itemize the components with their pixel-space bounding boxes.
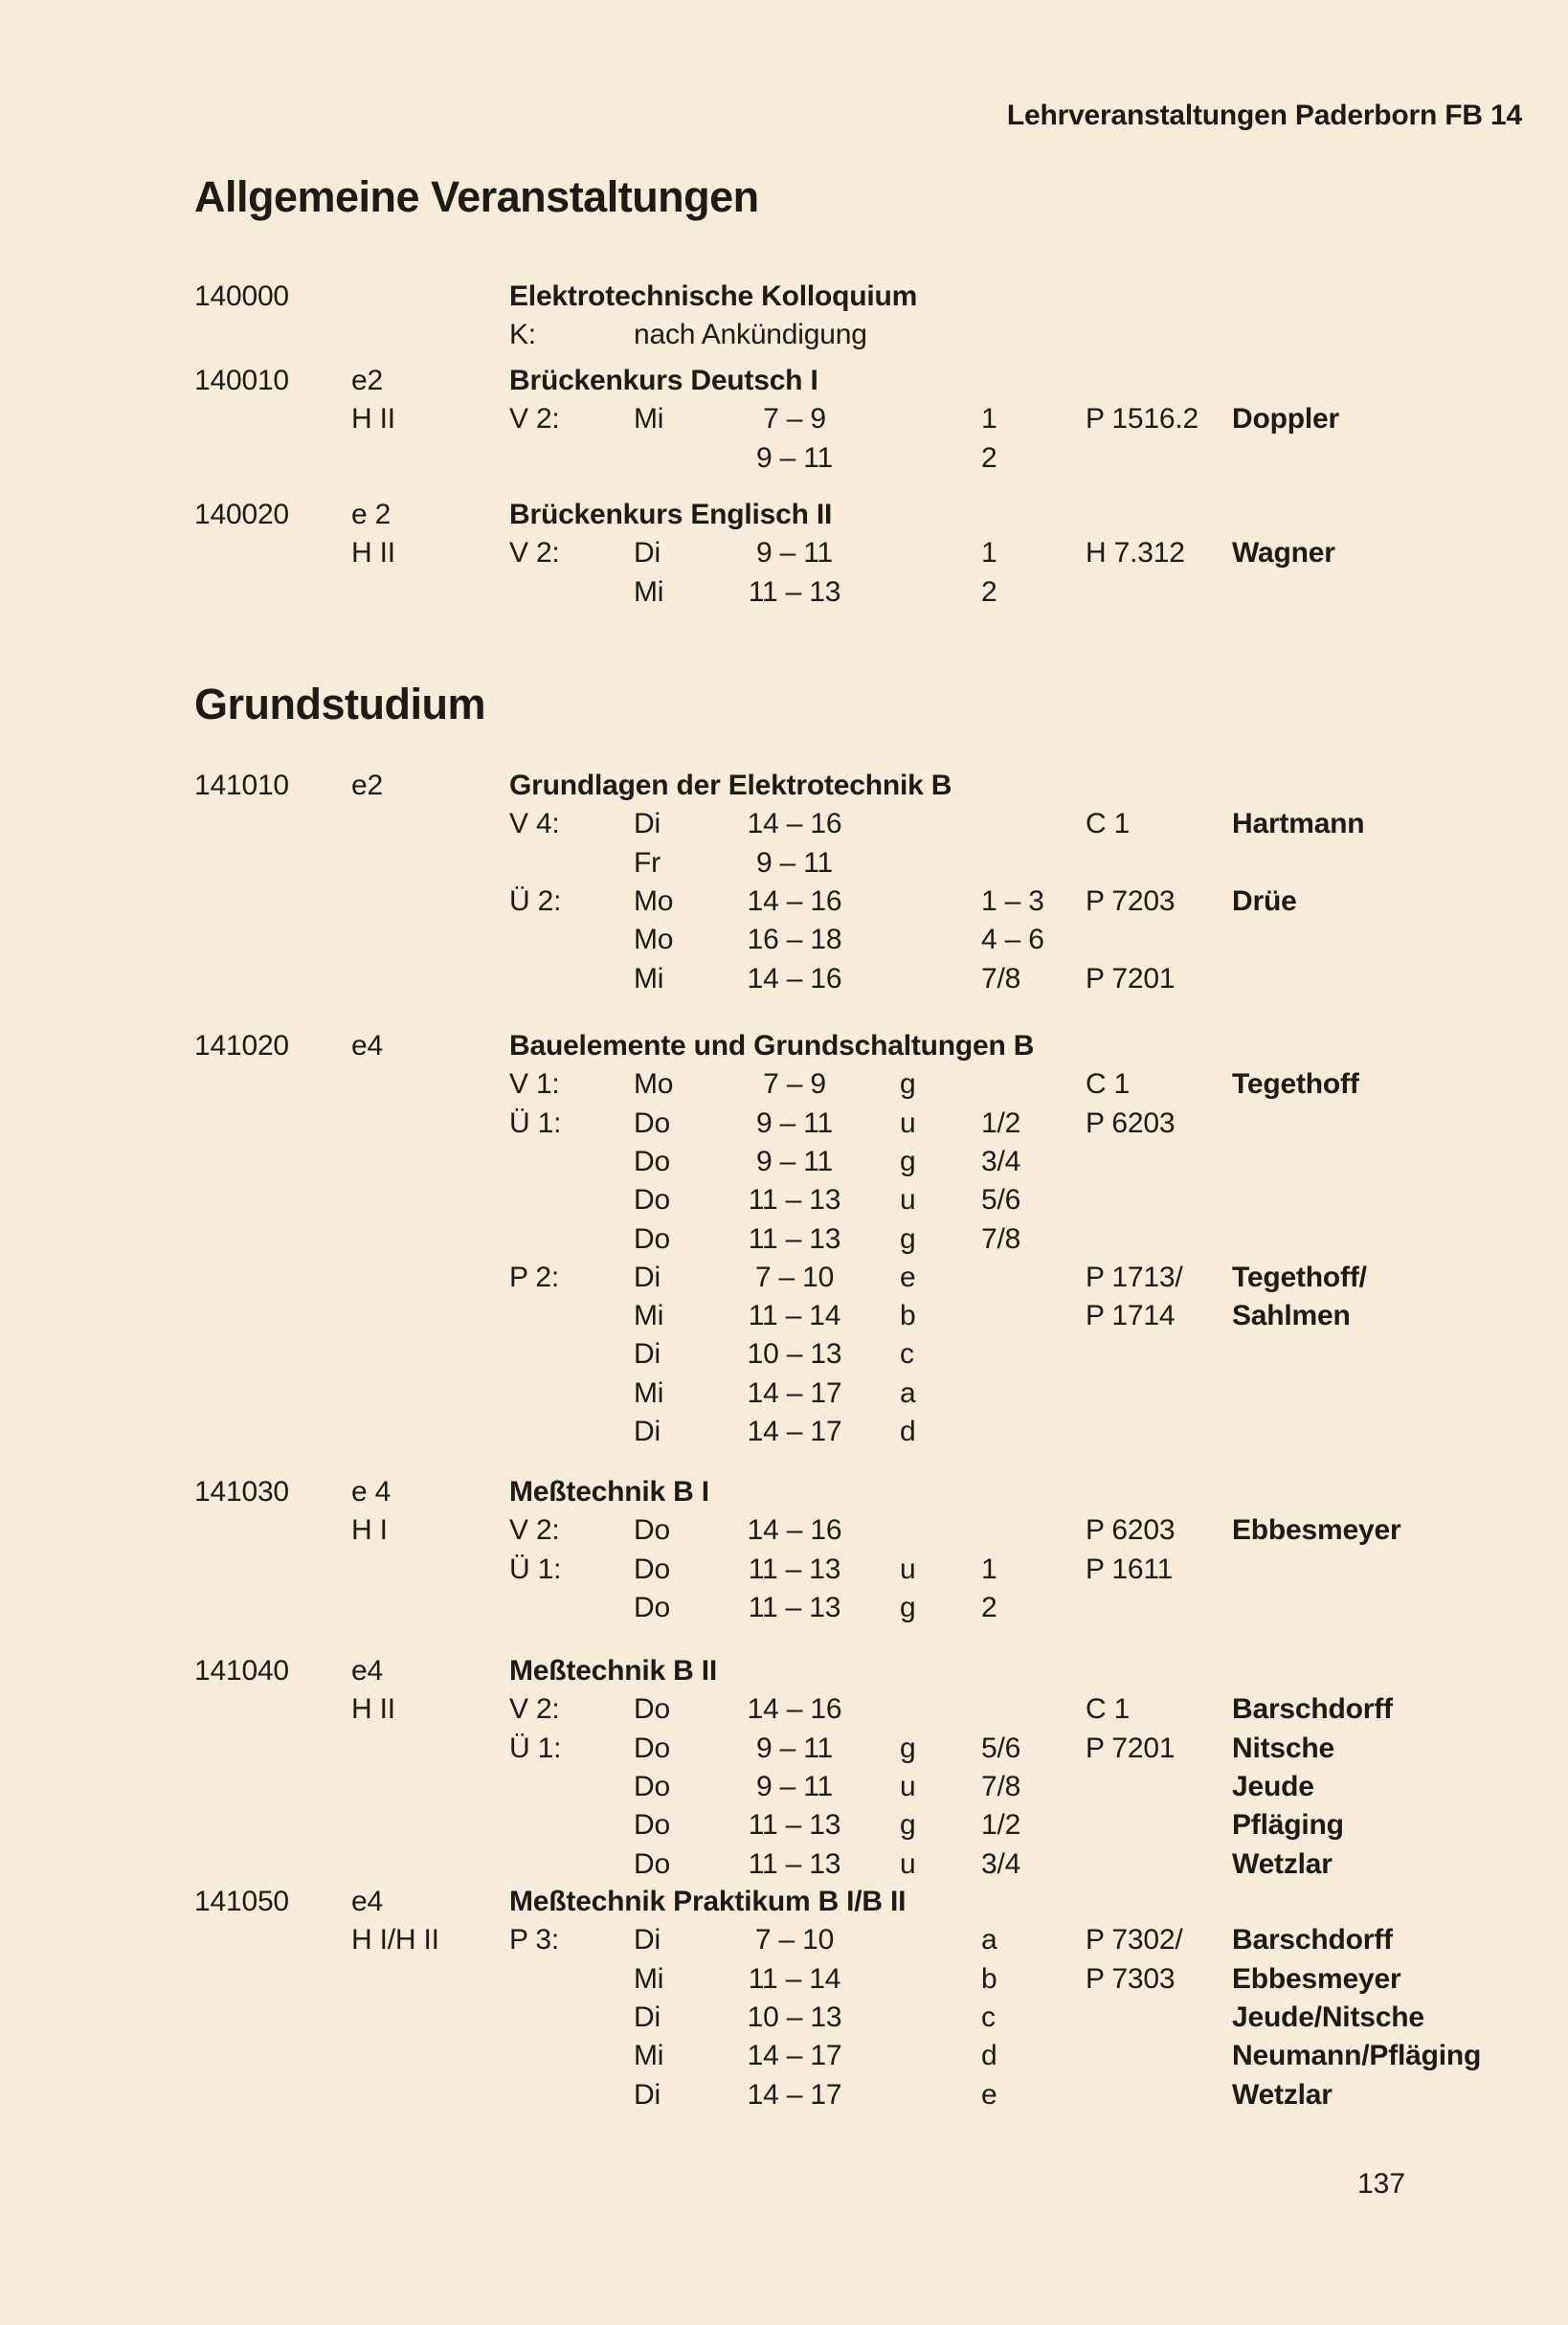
session-day: Do <box>634 1591 670 1623</box>
session-day: Mo <box>634 924 674 956</box>
session-type: P 3: <box>509 1924 560 1956</box>
session-type: V 4: <box>509 808 560 840</box>
session-week: b <box>900 1300 916 1332</box>
session-lecturer: Jeude <box>1232 1770 1314 1802</box>
session-type: V 2: <box>509 1514 560 1547</box>
session-day: Mo <box>634 884 674 917</box>
session-time: 14 – 17 <box>747 2078 842 2111</box>
session-day: Fr <box>634 846 661 879</box>
course-title: Bauelemente und Grundschaltungen B <box>509 1030 1035 1062</box>
session-day: Do <box>634 1107 670 1139</box>
session-time: 11 – 14 <box>748 1300 841 1332</box>
course-credits: e 4 <box>351 1476 392 1508</box>
session-day: Mi <box>634 1962 664 1995</box>
course-number: 141010 <box>194 770 289 801</box>
session-lecturer: Tegethoff/ <box>1232 1261 1367 1293</box>
session-time: 16 – 18 <box>747 924 842 956</box>
session-lecturer: Wetzlar <box>1232 1847 1333 1880</box>
course-title: Brückenkurs Englisch II <box>509 499 833 530</box>
course-credits: e2 <box>351 770 383 801</box>
session-time: 11 – 13 <box>748 1591 841 1623</box>
session-week: d <box>900 1416 916 1447</box>
session-time: 11 – 13 <box>748 1184 841 1217</box>
session-time: 14 – 17 <box>747 1416 842 1447</box>
session-group: 1 <box>981 1553 997 1585</box>
session-time: 9 – 11 <box>756 537 833 570</box>
session-room: P 7201 <box>1086 962 1176 995</box>
session-week: u <box>900 1770 916 1802</box>
session-time: 9 – 11 <box>756 441 833 474</box>
course-credits: e4 <box>351 1030 383 1062</box>
session-room: P 6203 <box>1086 1514 1176 1547</box>
session-week: u <box>900 1107 916 1139</box>
session-room: P 1516.2 <box>1086 403 1198 436</box>
course-title: Meßtechnik B I <box>509 1476 709 1508</box>
session-lecturer: Ebbesmeyer <box>1232 1514 1401 1547</box>
session-time: 11 – 13 <box>748 575 841 608</box>
session-time: 7 – 10 <box>754 1261 835 1293</box>
session-time: 7 – 9 <box>763 403 826 436</box>
session-group: 2 <box>981 441 997 474</box>
session-type: K: <box>509 319 536 351</box>
session-lecturer: Hartmann <box>1232 808 1365 840</box>
session-day: Di <box>634 1416 661 1447</box>
course-credits: e4 <box>351 1655 383 1687</box>
session-day: Di <box>634 1924 661 1956</box>
session-time: 11 – 13 <box>748 1553 841 1585</box>
session-day: Do <box>634 1553 670 1585</box>
session-time: 14 – 17 <box>747 2040 842 2072</box>
session-group: b <box>981 1962 997 1995</box>
session-room: C 1 <box>1086 1693 1131 1726</box>
session-lecturer: Pfläging <box>1232 1809 1344 1842</box>
course-level: H II <box>351 1693 395 1726</box>
section-title-allgemeine: Allgemeine Veranstaltungen <box>194 172 759 221</box>
session-day: Mi <box>634 1300 664 1332</box>
session-lecturer: Ebbesmeyer <box>1232 1962 1401 1995</box>
session-day: Do <box>634 1847 670 1880</box>
session-group: 3/4 <box>981 1847 1021 1880</box>
course-title: Meßtechnik B II <box>509 1655 718 1687</box>
session-time: 9 – 11 <box>756 1770 833 1802</box>
session-week: u <box>900 1184 916 1217</box>
session-group: 4 – 6 <box>981 924 1044 956</box>
session-time: 7 – 10 <box>754 1924 835 1956</box>
session-group: 2 <box>981 1591 997 1623</box>
session-time: 10 – 13 <box>747 1338 842 1371</box>
session-group: d <box>981 2040 997 2072</box>
course-title: Meßtechnik Praktikum B I/B II <box>509 1886 907 1917</box>
course-credits: e 2 <box>351 499 392 530</box>
session-time: 7 – 9 <box>763 1068 826 1101</box>
session-day: Di <box>634 1338 661 1371</box>
session-day: Do <box>634 1145 670 1177</box>
session-room: C 1 <box>1086 808 1131 840</box>
session-day: Do <box>634 1514 670 1547</box>
session-group: 3/4 <box>981 1145 1021 1177</box>
session-group: a <box>981 1924 997 1956</box>
session-day: Mi <box>634 1376 664 1409</box>
course-level: H I/H II <box>351 1924 439 1956</box>
session-time: 9 – 11 <box>756 1145 833 1177</box>
session-week: c <box>900 1338 914 1371</box>
session-time: 9 – 11 <box>756 1732 833 1764</box>
session-week: g <box>900 1732 916 1764</box>
course-credits: e2 <box>351 365 383 396</box>
session-room: P 1611 <box>1086 1553 1174 1585</box>
session-group: 1 <box>981 537 997 570</box>
session-week: e <box>900 1261 916 1293</box>
session-type: V 2: <box>509 403 560 436</box>
session-group: 5/6 <box>981 1184 1021 1217</box>
session-group: 5/6 <box>981 1732 1021 1764</box>
session-type: V 2: <box>509 537 560 570</box>
session-group: 2 <box>981 575 997 608</box>
session-lecturer: Doppler <box>1232 403 1339 436</box>
session-week: a <box>900 1376 916 1409</box>
session-time: 14 – 16 <box>747 1514 842 1547</box>
session-group: c <box>981 2001 996 2033</box>
session-time: 14 – 16 <box>747 884 842 917</box>
session-room: P 7203 <box>1086 884 1176 917</box>
session-day: Mi <box>634 403 664 436</box>
session-lecturer: Wetzlar <box>1232 2078 1333 2111</box>
session-group: 7/8 <box>981 1770 1021 1802</box>
session-time: 14 – 16 <box>747 1693 842 1726</box>
course-level: H I <box>351 1514 388 1547</box>
course-title: Brückenkurs Deutsch I <box>509 365 818 396</box>
session-time: 10 – 13 <box>747 2001 842 2033</box>
session-type: V 1: <box>509 1068 560 1101</box>
session-room: P 7302/ <box>1086 1924 1183 1956</box>
session-time: 9 – 11 <box>756 846 833 879</box>
running-head: Lehrveranstaltungen Paderborn FB 14 <box>1006 100 1522 131</box>
course-number: 141030 <box>194 1476 289 1508</box>
session-day: Do <box>634 1770 670 1802</box>
session-room: C 1 <box>1086 1068 1131 1101</box>
course-number: 141020 <box>194 1030 289 1062</box>
session-time: 14 – 16 <box>747 808 842 840</box>
session-day: Do <box>634 1732 670 1764</box>
session-lecturer: Jeude/Nitsche <box>1232 2001 1424 2033</box>
session-time: 14 – 16 <box>747 962 842 995</box>
session-time: 11 – 13 <box>748 1847 841 1880</box>
session-room: P 7303 <box>1086 1962 1176 1995</box>
session-time: 9 – 11 <box>756 1107 833 1139</box>
session-lecturer: Sahlmen <box>1232 1300 1351 1332</box>
session-week: g <box>900 1591 916 1623</box>
session-week: u <box>900 1553 916 1585</box>
session-lecturer: Neumann/Pfläging <box>1232 2040 1482 2072</box>
session-day: Do <box>634 1693 670 1726</box>
session-day: Di <box>634 808 661 840</box>
session-day: Mi <box>634 575 664 608</box>
session-day: Do <box>634 1184 670 1217</box>
session-day: Di <box>634 2078 661 2111</box>
session-week: g <box>900 1222 916 1255</box>
session-type: V 2: <box>509 1693 560 1726</box>
session-type: Ü 1: <box>509 1732 562 1764</box>
course-number: 141050 <box>194 1886 289 1917</box>
course-number: 140020 <box>194 499 289 530</box>
course-credits: e4 <box>351 1886 383 1917</box>
session-room: P 7201 <box>1086 1732 1176 1764</box>
course-number: 141040 <box>194 1655 289 1687</box>
session-lecturer: Barschdorff <box>1232 1693 1393 1726</box>
session-room: P 1713/ <box>1086 1261 1183 1293</box>
session-group: 7/8 <box>981 962 1021 995</box>
course-level: H II <box>351 537 395 570</box>
session-type: Ü 1: <box>509 1107 562 1139</box>
session-lecturer: Barschdorff <box>1232 1924 1393 1956</box>
session-lecturer: Tegethoff <box>1232 1068 1359 1101</box>
course-number: 140010 <box>194 365 289 396</box>
session-group: 1 <box>981 403 997 436</box>
session-day: Di <box>634 1261 661 1293</box>
session-time: 11 – 13 <box>748 1809 841 1842</box>
session-room: P 6203 <box>1086 1107 1176 1139</box>
session-group: 1/2 <box>981 1809 1021 1842</box>
session-week: g <box>900 1809 916 1842</box>
session-time: 11 – 13 <box>748 1222 841 1255</box>
course-number: 140000 <box>194 280 289 312</box>
session-week: u <box>900 1847 916 1880</box>
session-day: Do <box>634 1222 670 1255</box>
session-lecturer: Drüe <box>1232 884 1297 917</box>
session-day: Di <box>634 537 661 570</box>
session-group: e <box>981 2078 997 2111</box>
session-lecturer: Nitsche <box>1232 1732 1334 1764</box>
course-title: Elektrotechnische Kolloquium <box>509 280 918 312</box>
session-group: 1 – 3 <box>981 884 1044 917</box>
session-room: P 1714 <box>1086 1300 1176 1332</box>
session-lecturer: Wagner <box>1232 537 1335 570</box>
session-type: P 2: <box>509 1261 560 1293</box>
session-group: 7/8 <box>981 1222 1021 1255</box>
session-room: H 7.312 <box>1086 537 1185 570</box>
course-title: Grundlagen der Elektrotechnik B <box>509 770 952 801</box>
session-type: Ü 2: <box>509 884 562 917</box>
page-number: 137 <box>1357 2168 1406 2200</box>
session-type: Ü 1: <box>509 1553 562 1585</box>
session-day: Do <box>634 1809 670 1842</box>
session-day: Mi <box>634 2040 664 2072</box>
session-time: 14 – 17 <box>747 1376 842 1409</box>
section-title-grundstudium: Grundstudium <box>194 680 485 728</box>
course-level: H II <box>351 403 395 436</box>
session-day: nach Ankündigung <box>634 319 867 351</box>
session-week: g <box>900 1145 916 1177</box>
session-group: 1/2 <box>981 1107 1021 1139</box>
session-week: g <box>900 1068 916 1101</box>
session-time: 11 – 14 <box>748 1962 841 1995</box>
session-day: Di <box>634 2001 661 2033</box>
session-day: Mo <box>634 1068 674 1101</box>
session-day: Mi <box>634 962 664 995</box>
